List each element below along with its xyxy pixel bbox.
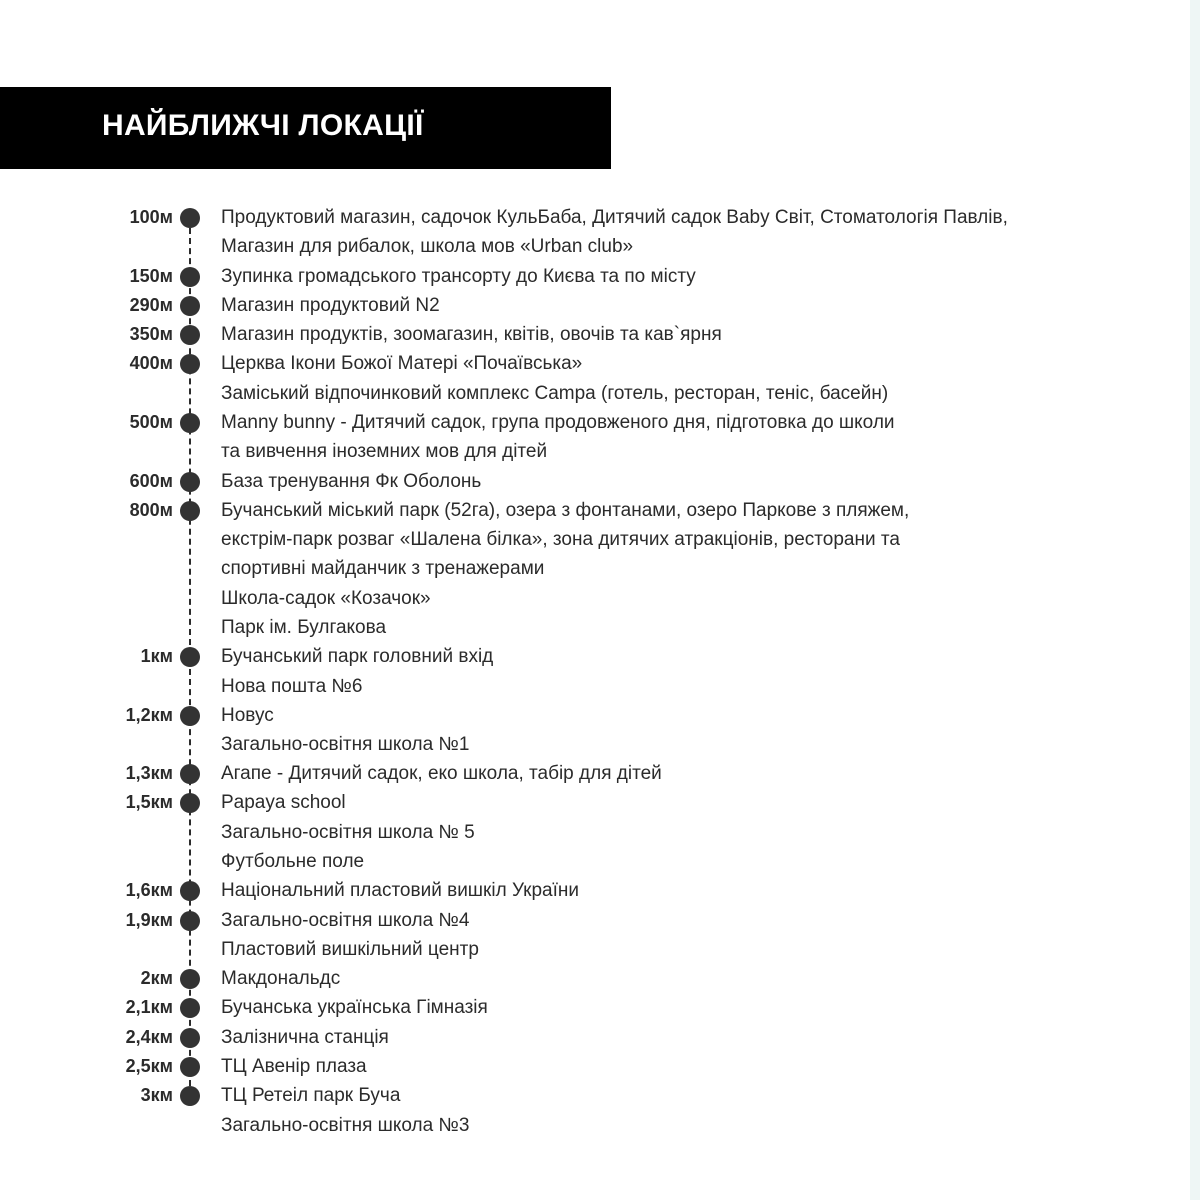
timeline-dot [180,793,200,813]
location-text: Агапе - Дитячий садок, еко школа, табір для дітей [221,763,662,784]
distance-label: 1км [140,646,173,666]
timeline-dot [180,208,200,228]
location-row [0,496,1200,525]
location-row [0,993,1200,1022]
location-row [0,876,1200,905]
distance-label: 1,3км [125,763,173,783]
location-text: Залізнична станція [221,1027,389,1048]
timeline-dot [180,325,200,345]
location-text: Магазин продуктів, зоомагазин, квітів, овочів та кав`ярня [221,324,722,345]
distance-label: 290м [129,295,173,315]
distance-label: 2,5км [125,1056,173,1076]
location-row [0,672,1200,701]
location-row [0,642,1200,671]
distance-label: 800м [129,500,173,520]
location-text: Школа-садок «Козачок» [221,588,431,609]
location-row [0,379,1200,408]
timeline-dot [180,1086,200,1106]
location-row [0,467,1200,496]
location-text: Papaya school [221,792,346,813]
timeline-dot [180,706,200,726]
location-row [0,613,1200,642]
location-row [0,320,1200,349]
location-row [0,232,1200,261]
location-text: Нова пошта №6 [221,676,363,697]
page-title: НАЙБЛИЖЧІ ЛОКАЦІЇ [102,109,424,142]
timeline-dot [180,998,200,1018]
timeline-dot [180,647,200,667]
location-text: Макдональдс [221,968,341,989]
distance-label: 1,6км [125,880,173,900]
location-text: та вивчення іноземних мов для дітей [221,441,548,462]
distance-label: 500м [129,412,173,432]
location-row [0,437,1200,466]
location-row [0,935,1200,964]
distance-label: 600м [129,471,173,491]
location-text: Manny bunny - Дитячий садок, група продовженого дня, підготовка до школи [221,412,895,433]
location-row [0,203,1200,232]
distance-label: 2,1км [125,997,173,1017]
timeline-dot [180,911,200,931]
location-row [0,759,1200,788]
location-text: Парк ім. Булгакова [221,617,387,638]
location-text: Загально-освітня школа №3 [221,1115,470,1136]
location-row [0,730,1200,759]
location-row [0,349,1200,378]
distance-label: 350м [129,324,173,344]
timeline-dot [180,267,200,287]
location-row [0,906,1200,935]
distance-label: 400м [129,353,173,373]
location-row [0,1111,1200,1140]
location-text: Національний пластовий вишкіл України [221,880,579,901]
location-row [0,847,1200,876]
location-text: Магазин для рибалок, школа мов «Urban club» [221,236,634,257]
location-text: База тренування Фк Оболонь [221,471,482,492]
location-row [0,554,1200,583]
timeline-dot [180,354,200,374]
location-text: Новус [221,705,274,726]
location-text: спортивні майданчик з тренажерами [221,558,545,579]
distance-label: 2км [140,968,173,988]
location-row [0,1023,1200,1052]
distance-label: 1,9км [125,910,173,930]
location-row [0,1081,1200,1110]
distance-label: 2,4км [125,1027,173,1047]
location-text: екстрім-парк розваг «Шалена білка», зона дитячих атракціонів, ресторани та [221,529,900,550]
location-row [0,1052,1200,1081]
timeline-dot [180,501,200,521]
location-text: Магазин продуктовий N2 [221,295,440,316]
location-text: Заміський відпочинковий комплекс Campa (готель, ресторан, теніс, басейн) [221,383,889,404]
location-text: Футбольне поле [221,851,365,872]
timeline-dot [180,881,200,901]
location-row [0,408,1200,437]
location-text: ТЦ Авенір плаза [221,1056,367,1077]
location-text: Загально-освітня школа №1 [221,734,470,755]
location-row [0,701,1200,730]
location-row [0,262,1200,291]
timeline-dot [180,413,200,433]
location-row [0,818,1200,847]
location-text: Бучанський парк головний вхід [221,646,494,667]
timeline-dot [180,296,200,316]
location-row [0,525,1200,554]
distance-label: 3км [140,1085,173,1105]
location-text: Продуктовий магазин, садочок КульБаба, Дитячий садок Baby Світ, Стоматологія Павлів, [221,207,1008,228]
location-text: Загально-освітня школа № 5 [221,822,475,843]
location-text: Бучанський міський парк (52га), озера з фонтанами, озеро Паркове з пляжем, [221,500,910,521]
location-text: ТЦ Ретеіл парк Буча [221,1085,401,1106]
location-text: Церква Ікони Божої Матері «Почаївська» [221,353,583,374]
timeline-dot [180,1057,200,1077]
distance-label: 150м [129,266,173,286]
location-row [0,584,1200,613]
timeline-dot [180,1028,200,1048]
timeline-dot [180,472,200,492]
location-text: Загально-освітня школа №4 [221,910,470,931]
distance-label: 1,5км [125,792,173,812]
location-row [0,291,1200,320]
location-row [0,788,1200,817]
distance-label: 100м [129,207,173,227]
location-text: Зупинка громадського трансорту до Києва та по місту [221,266,696,287]
location-text: Пластовий вишкільний центр [221,939,479,960]
location-text: Бучанська українська Гімназія [221,997,488,1018]
distance-label: 1,2км [125,705,173,725]
timeline-dot [180,764,200,784]
timeline-dot [180,969,200,989]
location-row [0,964,1200,993]
